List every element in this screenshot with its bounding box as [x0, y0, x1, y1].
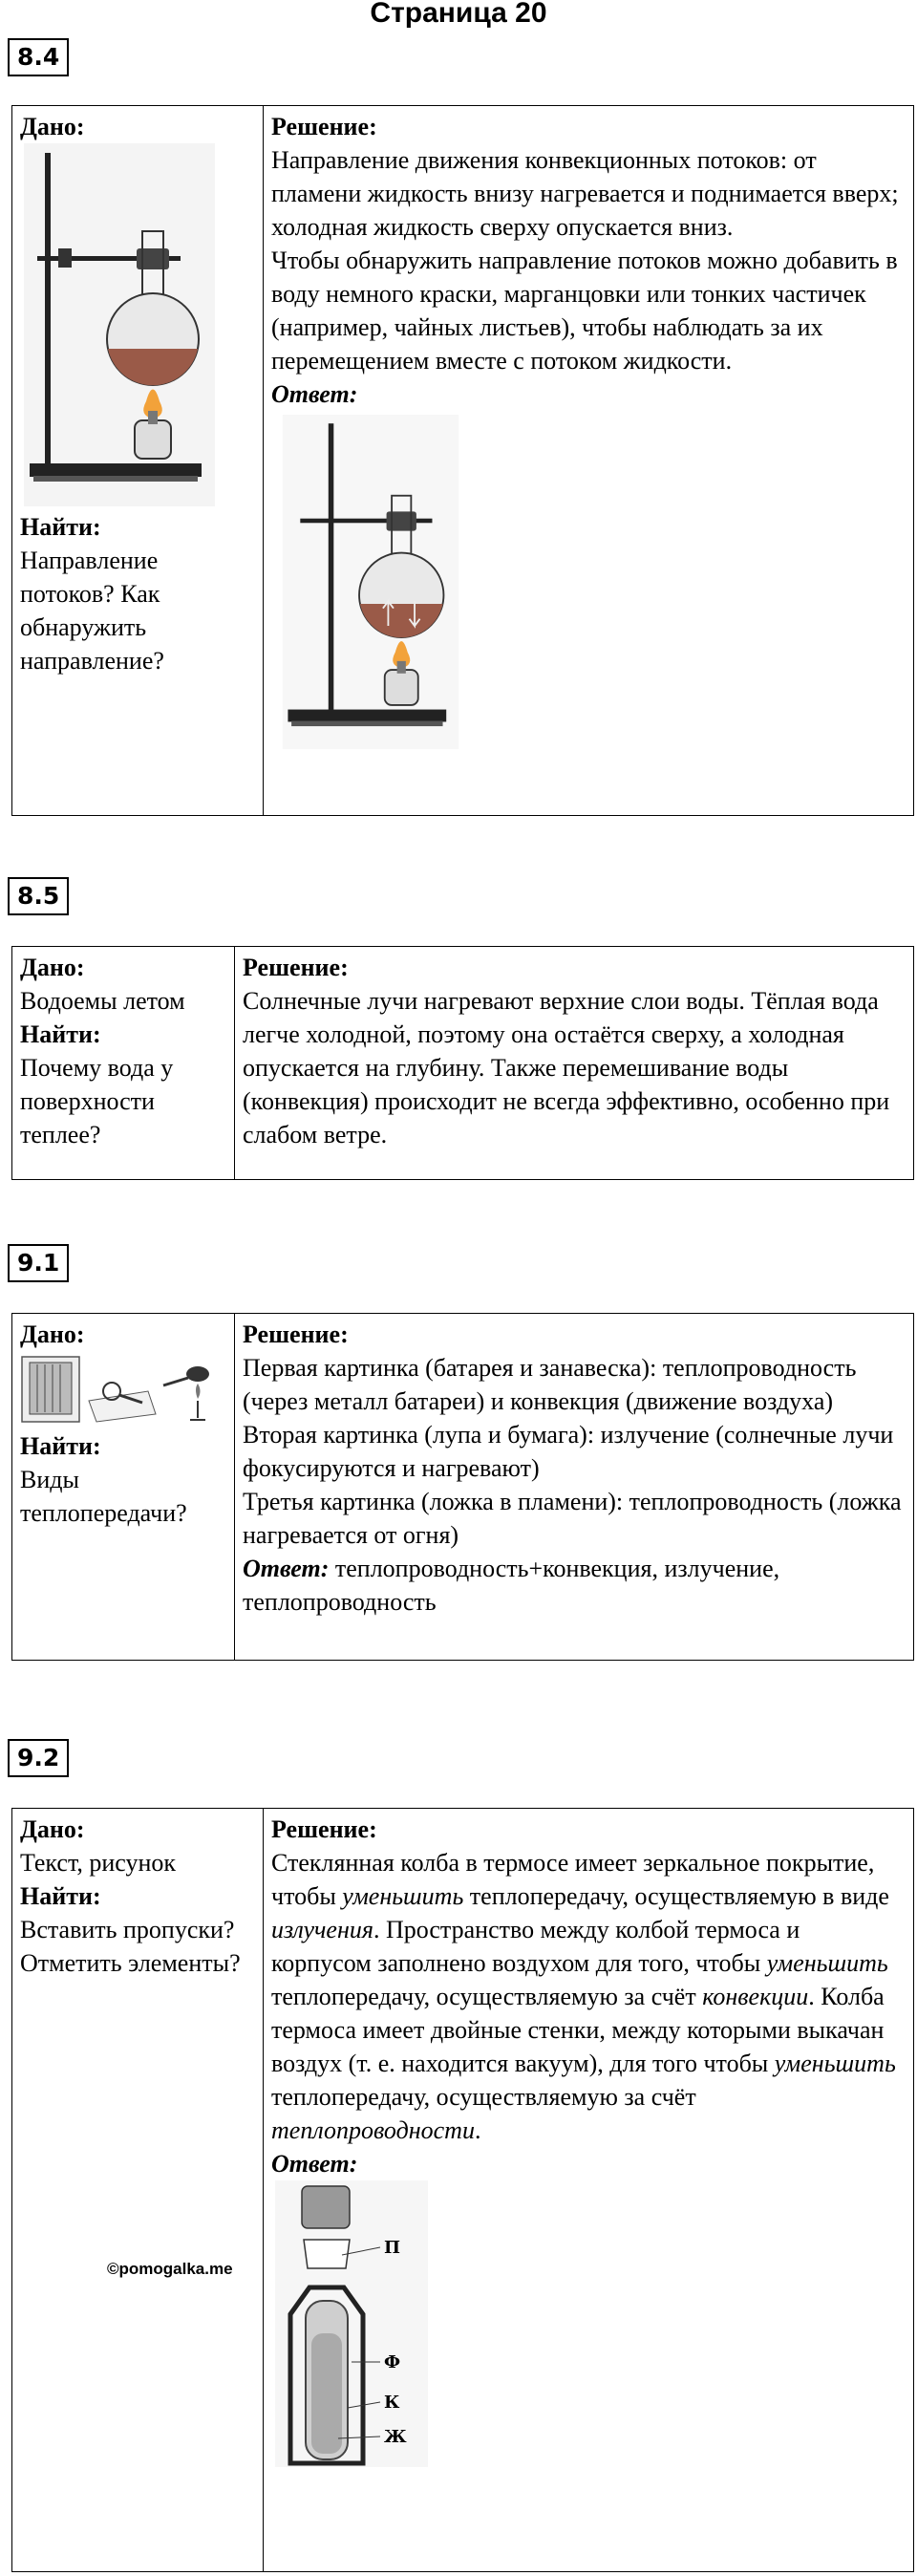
flask-stand-answer-picture	[275, 415, 466, 749]
find-text: Почему вода у поверхности теплее?	[20, 1054, 174, 1148]
solution-text: Стеклянная колба в термосе имеет зеркальное покрытие, чтобы уменьшить теплопередачу, осуществляемую в виде излучения. Пространство между колбой термоса и корпусом заполнено воздухом для того, чтобы уменьшить теплопередачу, осуществляемую за счёт конвекции. Колба термоса имеет двойные стенки, между которыми выкачан воздух (т. е. находится вакуум), для того чтобы уменьшить теплопередачу, осуществляемую за счёт теплопроводности.	[271, 1849, 896, 2144]
task-table-8-4	[11, 105, 914, 816]
task-number-8-4: 8.4	[8, 38, 69, 76]
given-text: Водоемы летом	[20, 987, 185, 1015]
solution-cell	[264, 1809, 914, 2572]
find-label: Найти:	[20, 513, 101, 541]
page-title: Страница 20	[370, 0, 547, 29]
label-k: К	[384, 2393, 400, 2413]
answer-label: Ответ:	[271, 2150, 358, 2178]
answer-line	[243, 1552, 904, 1619]
answer-label: Ответ:	[243, 1555, 330, 1582]
given-label: Дано:	[20, 954, 85, 981]
solution-cell	[235, 1314, 914, 1661]
solution-label: Решение:	[243, 1320, 349, 1348]
solution-cell	[235, 947, 914, 1180]
label-zh: Ж	[384, 2427, 407, 2447]
task-number-8-5: 8.5	[8, 877, 69, 915]
solution-cell	[264, 106, 914, 816]
task-number-9-2: 9.2	[8, 1739, 69, 1777]
given-cell	[12, 1314, 235, 1661]
answer-label: Ответ:	[271, 380, 358, 408]
given-label: Дано:	[20, 1815, 85, 1843]
watermark: ©pomogalka.me	[107, 2260, 233, 2278]
given-label: Дано:	[20, 1320, 85, 1348]
task-table-8-5	[11, 946, 914, 1180]
label-f: Ф	[384, 2352, 401, 2372]
given-cell	[12, 947, 235, 1180]
solution-label: Решение:	[271, 1815, 377, 1843]
given-text: Текст, рисунок	[20, 1849, 177, 1877]
solution-text: Солнечные лучи нагревают верхние слои воды. Тёплая вода легче холодной, поэтому она остаётся сверху, а холодная опускается на глубину. Также перемешивание воды (конвекция) происходит не всегда эффективно, особенно при слабом ветре.	[243, 987, 890, 1148]
task-number-9-1: 9.1	[8, 1244, 69, 1282]
find-text: Виды теплопередачи?	[20, 1466, 187, 1527]
find-label: Найти:	[20, 1020, 101, 1048]
find-text: Направление потоков? Как обнаружить направление?	[20, 547, 164, 675]
task-table-9-2	[11, 1808, 914, 2572]
answer-text: теплопроводность+конвекция, излучение, теплопроводность	[243, 1555, 780, 1616]
find-text: Вставить пропуски? Отметить элементы?	[20, 1916, 241, 1977]
given-label: Дано:	[20, 113, 85, 140]
find-label: Найти:	[20, 1432, 101, 1460]
solution-label: Решение:	[271, 113, 377, 140]
thermos-diagram	[275, 2180, 428, 2467]
find-label: Найти:	[20, 1882, 101, 1910]
solution-paragraph-2: Чтобы обнаружить направление потоков можно добавить в воду немного краски, марганцовки или тонких частичек (например, чайных листьев), чтобы наблюдать за их перемещением вместе с потоком жидкости.	[271, 247, 898, 375]
solution-label: Решение:	[243, 954, 349, 981]
solution-paragraph-1: Направление движения конвекционных потоков: от пламени жидкость внизу нагревается и поднимается вверх; холодная жидкость сверху опускается вниз.	[271, 146, 899, 241]
given-cell	[12, 1809, 264, 2572]
solution-line-2: Вторая картинка (лупа и бумага): излучение (солнечные лучи фокусируются и нагревают)	[243, 1421, 894, 1482]
heat-transfer-pictures	[20, 1353, 221, 1426]
solution-line-1: Первая картинка (батарея и занавеска): теплопроводность (через металл батареи) и конвекция (движение воздуха)	[243, 1354, 857, 1415]
given-cell	[12, 106, 264, 816]
task-table-9-1	[11, 1313, 914, 1661]
solution-line-3: Третья картинка (ложка в пламени): теплопроводность (ложка нагревается от огня)	[243, 1488, 902, 1549]
flask-stand-picture	[24, 143, 215, 506]
label-p: П	[384, 2238, 400, 2258]
